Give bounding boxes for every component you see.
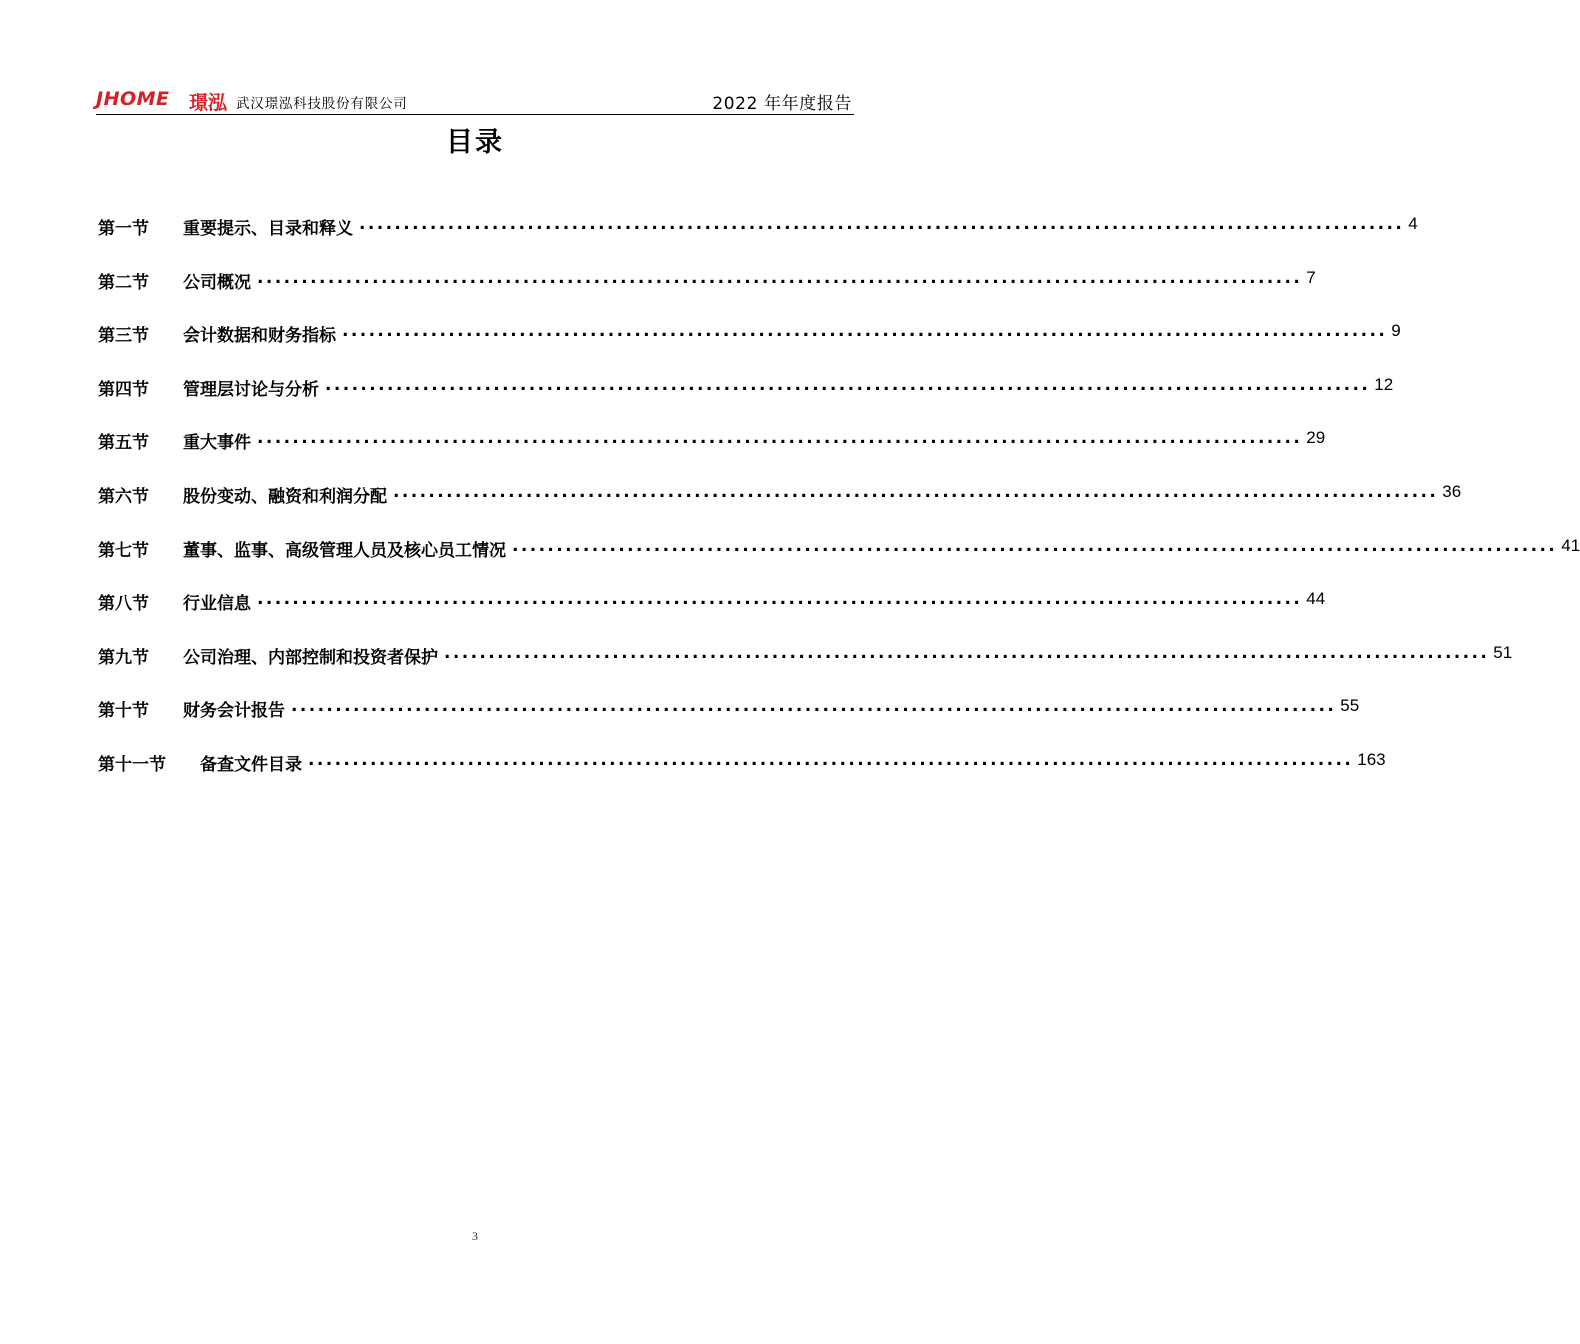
table-of-contents bbox=[98, 214, 1580, 804]
toc-section-number: 第十节 bbox=[98, 701, 149, 722]
toc-entry-4[interactable] bbox=[98, 374, 1394, 429]
toc-section-heading: 股份变动、融资和利润分配 bbox=[183, 486, 387, 507]
company-name: 武汉璟泓科技股份有限公司 bbox=[236, 96, 408, 112]
toc-dot-leader: ...................................................................................................................... bbox=[342, 321, 1388, 342]
toc-entry-3[interactable] bbox=[98, 321, 1401, 375]
toc-dot-leader: ...................................................................................................................... bbox=[393, 481, 1439, 502]
toc-section-heading: 财务会计报告 bbox=[183, 701, 285, 722]
toc-dot-leader: ...................................................................................................................... bbox=[257, 267, 1303, 288]
toc-entry-1[interactable] bbox=[98, 214, 1418, 268]
toc-entry-5[interactable] bbox=[98, 428, 1326, 482]
toc-section-heading: 董事、监事、高级管理人员及核心员工情况 bbox=[183, 540, 506, 561]
toc-section-number: 第四节 bbox=[98, 379, 149, 400]
report-title: 2022 年年度报告 bbox=[712, 94, 852, 114]
page-header bbox=[96, 86, 854, 115]
toc-entry-2[interactable] bbox=[98, 267, 1316, 322]
toc-page-number: 55 bbox=[1340, 696, 1360, 716]
toc-section-number: 第九节 bbox=[98, 647, 149, 668]
company-logo-cn: 璟泓 bbox=[189, 92, 228, 114]
toc-section-number: 第七节 bbox=[98, 540, 149, 561]
toc-dot-leader: ...................................................................................................................... bbox=[257, 589, 1303, 610]
toc-title: 目录 bbox=[446, 127, 504, 158]
toc-entry-11[interactable] bbox=[98, 749, 1386, 804]
toc-section-number: 第十一节 bbox=[98, 754, 166, 775]
company-logo-latin: JHOME bbox=[96, 88, 170, 110]
toc-dot-leader: ...................................................................................................................... bbox=[257, 428, 1303, 449]
toc-section-number: 第六节 bbox=[98, 486, 149, 507]
toc-dot-leader: ...................................................................................................................... bbox=[325, 374, 1371, 395]
toc-section-heading: 公司治理、内部控制和投资者保护 bbox=[183, 647, 438, 668]
toc-section-heading: 备查文件目录 bbox=[200, 754, 302, 775]
page-number: 3 bbox=[472, 1229, 478, 1243]
toc-section-heading: 管理层讨论与分析 bbox=[183, 379, 319, 400]
toc-page-number: 7 bbox=[1306, 267, 1316, 287]
toc-section-heading: 重大事件 bbox=[183, 433, 251, 454]
toc-section-number: 第八节 bbox=[98, 594, 149, 615]
toc-page-number: 12 bbox=[1374, 374, 1394, 394]
toc-page-number: 36 bbox=[1442, 481, 1462, 501]
toc-dot-leader: ...................................................................................................................... bbox=[359, 214, 1405, 234]
toc-section-heading: 公司概况 bbox=[183, 272, 251, 293]
toc-dot-leader: ...................................................................................................................... bbox=[291, 696, 1337, 717]
toc-dot-leader: ...................................................................................................................... bbox=[512, 535, 1558, 556]
toc-section-heading: 行业信息 bbox=[183, 594, 251, 615]
toc-section-number: 第二节 bbox=[98, 272, 149, 293]
toc-entry-9[interactable] bbox=[98, 642, 1513, 697]
toc-dot-leader: ...................................................................................................................... bbox=[444, 642, 1490, 663]
toc-page-number: 51 bbox=[1493, 642, 1513, 662]
toc-entry-7[interactable] bbox=[98, 535, 1580, 590]
toc-page-number: 9 bbox=[1391, 321, 1401, 341]
toc-page-number: 44 bbox=[1306, 589, 1326, 609]
toc-section-heading: 会计数据和财务指标 bbox=[183, 326, 336, 347]
toc-page-number: 41 bbox=[1561, 535, 1580, 555]
toc-section-number: 第五节 bbox=[98, 433, 149, 454]
toc-dot-leader: ...................................................................................................................... bbox=[308, 749, 1354, 770]
toc-section-heading: 重要提示、目录和释义 bbox=[183, 219, 353, 239]
toc-page-number: 4 bbox=[1408, 214, 1418, 233]
toc-page-number: 163 bbox=[1357, 749, 1386, 769]
toc-entry-10[interactable] bbox=[98, 696, 1360, 750]
toc-entry-6[interactable] bbox=[98, 481, 1462, 536]
toc-section-number: 第一节 bbox=[98, 219, 149, 239]
toc-entry-8[interactable] bbox=[98, 589, 1326, 643]
toc-section-number: 第三节 bbox=[98, 326, 149, 347]
toc-page-number: 29 bbox=[1306, 428, 1326, 448]
